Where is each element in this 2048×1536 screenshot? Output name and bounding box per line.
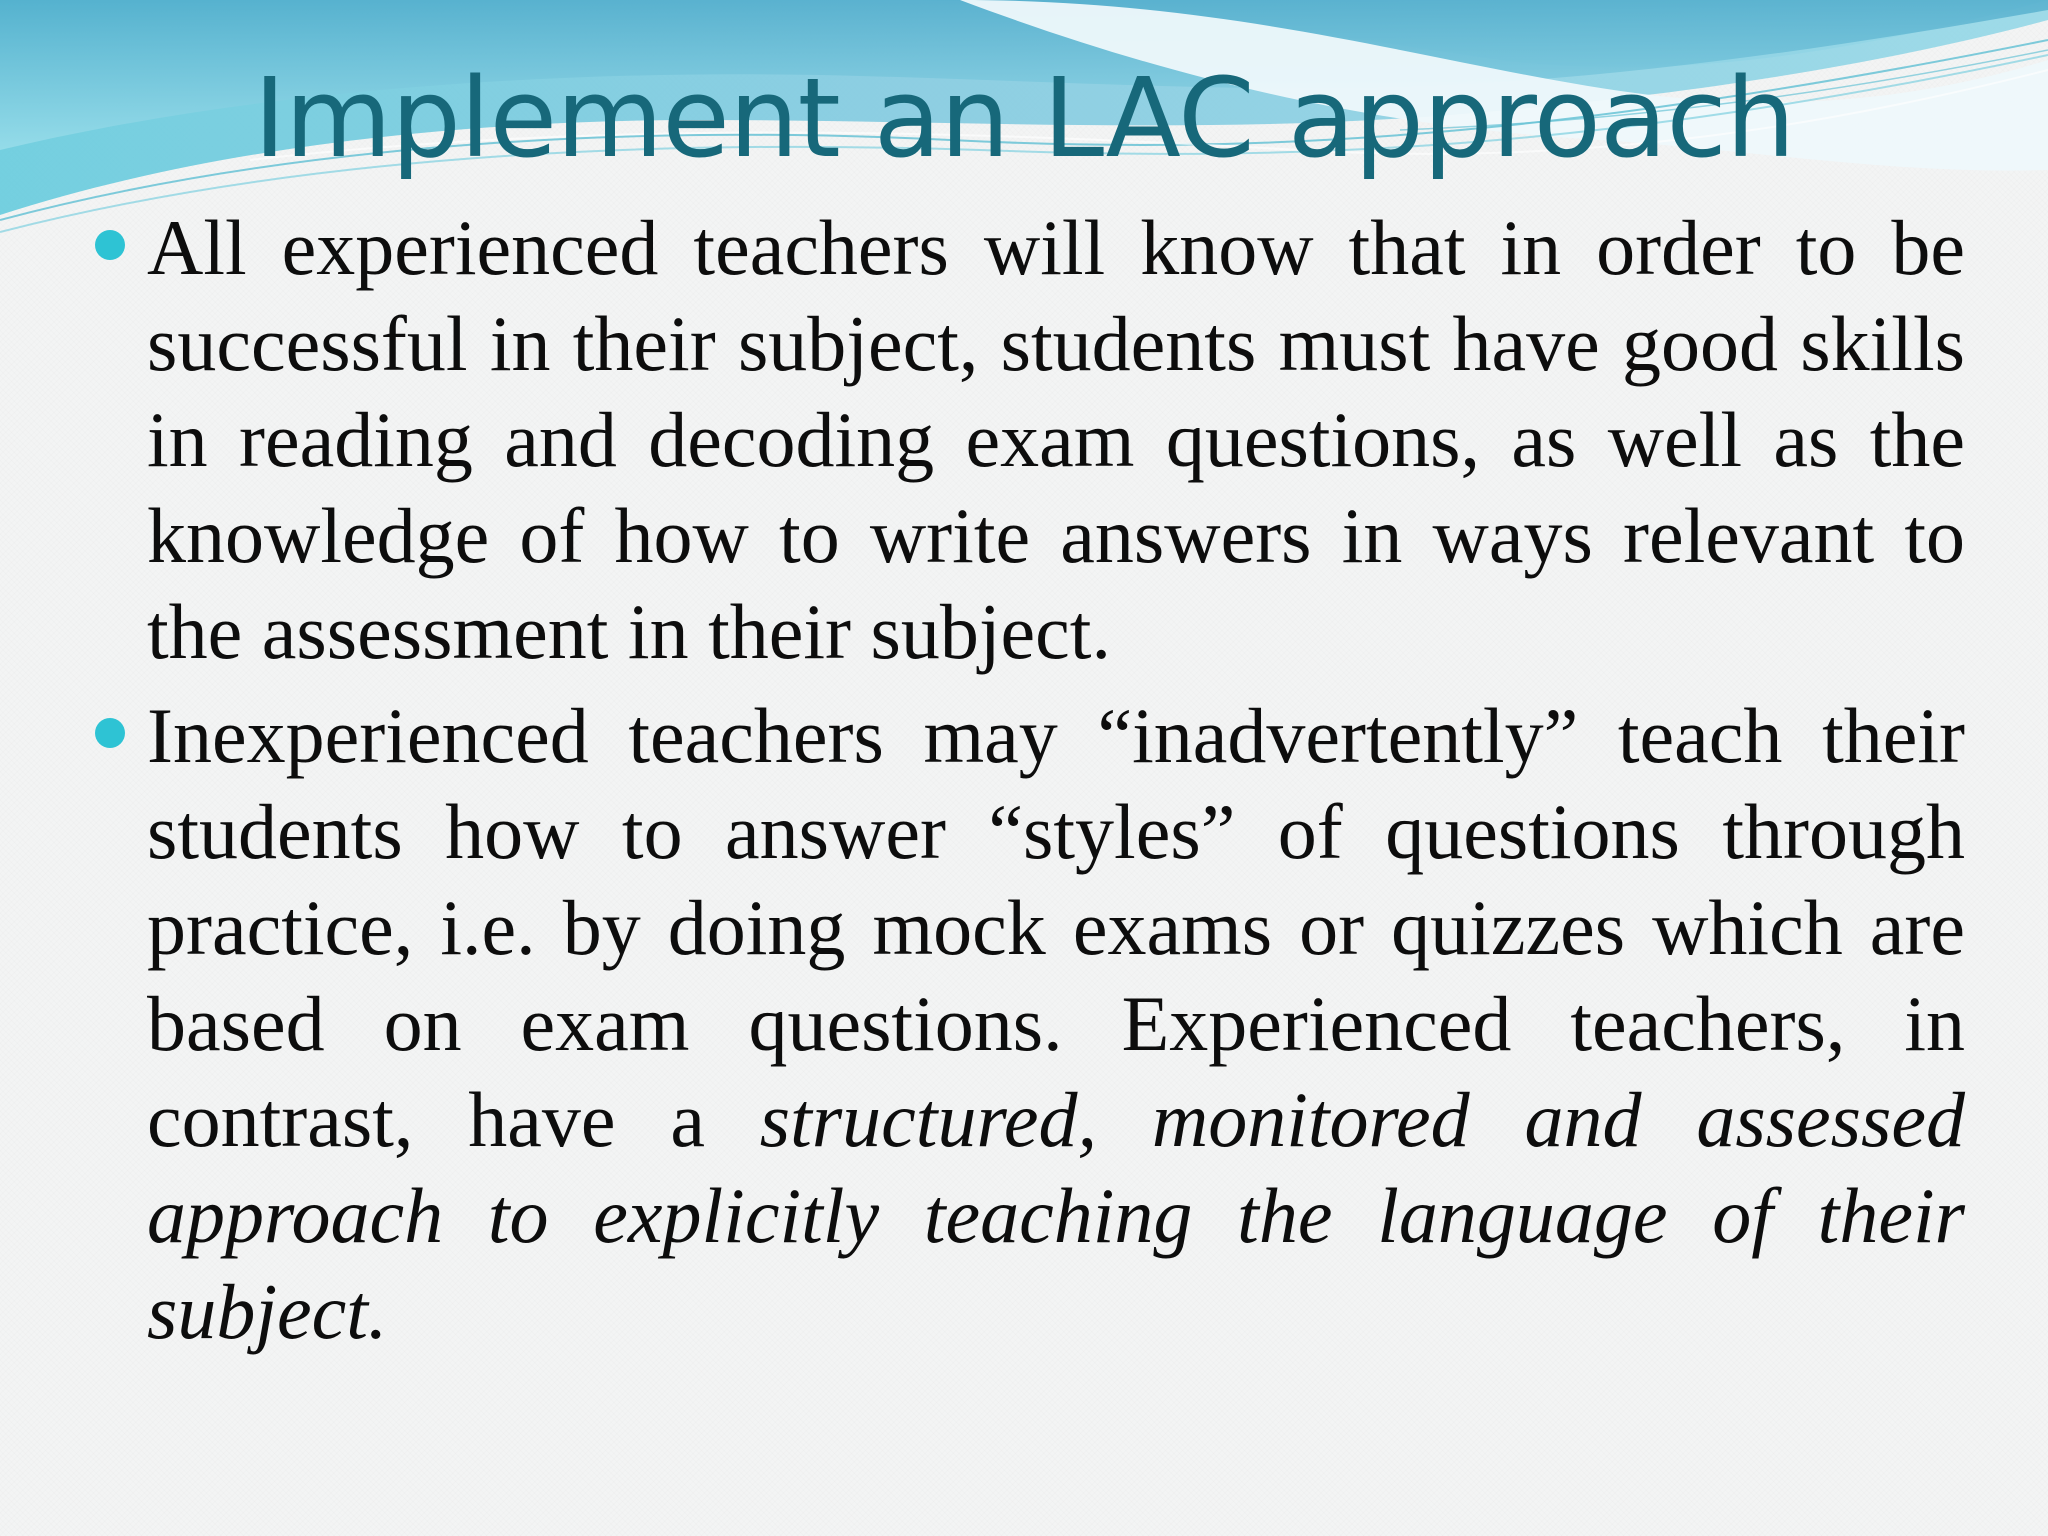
bullet-text-italic: structured, monitored and assessed approach to explicitly teaching the language of their subject. — [147, 1076, 1965, 1355]
bullet-text-normal: Inexperienced teachers may “inadvertently” teach their students how to answer “styles” of questions through practice, i.e. by doing mock exams or quizzes which are based on exam questions. Experienced teachers, in contrast, have a — [147, 692, 1965, 1163]
slide-title: Implement an LAC approach — [253, 54, 1795, 182]
bullet-dot-icon — [95, 230, 125, 260]
bullet-list — [95, 200, 1965, 1368]
bullet-text: All experienced teachers will know that in order to be successful in their subject, students must have good skills in reading and decoding exam questions, as well as the knowledge of how to write answers in ways relevant to the assessment in their subject. — [147, 204, 1965, 675]
bullet-text — [147, 688, 1965, 1360]
bullet-item — [95, 688, 1965, 1360]
bullet-dot-icon — [95, 718, 125, 748]
bullet-item — [95, 200, 1965, 680]
